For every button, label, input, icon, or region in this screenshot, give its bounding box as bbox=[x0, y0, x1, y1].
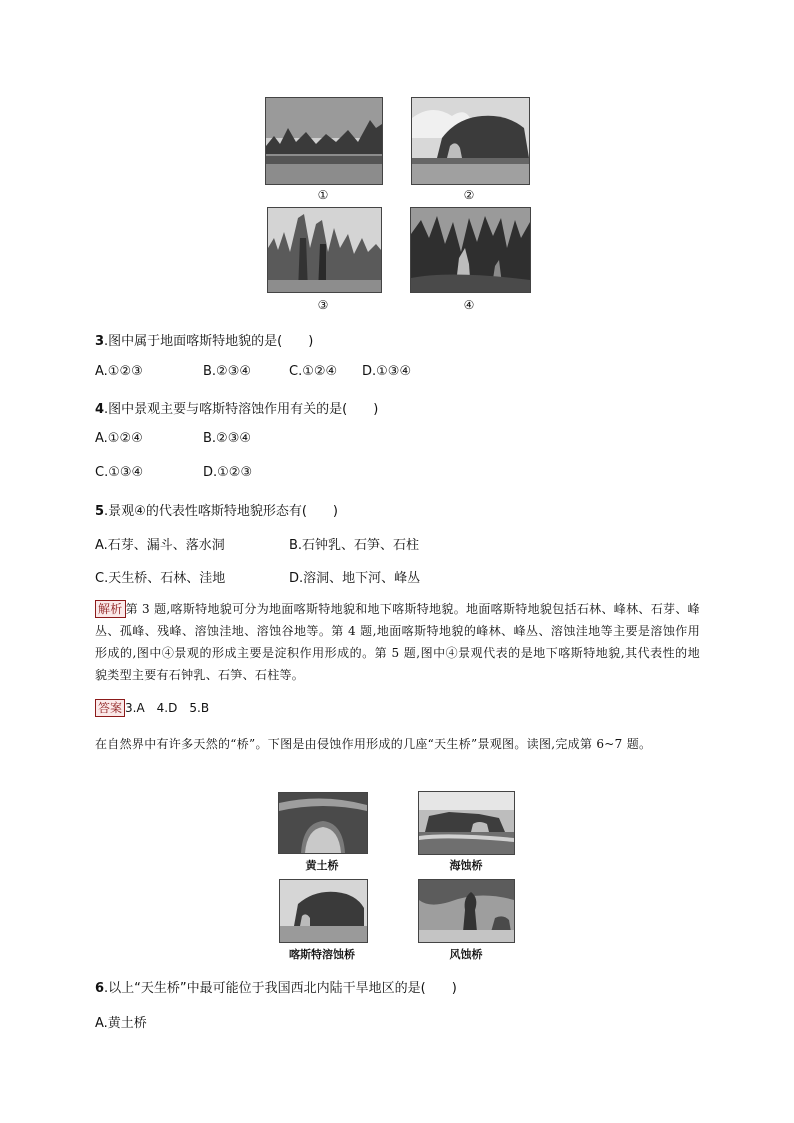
question-3-stem: .图中属于地面喀斯特地貌的是( ) bbox=[104, 334, 314, 349]
answer-label: 答案 bbox=[95, 699, 125, 717]
question-3-option-a[interactable]: A.①②③ bbox=[95, 364, 143, 379]
question-4-option-a[interactable]: A.①②④ bbox=[95, 431, 143, 446]
question-4-option-b[interactable]: B.②③④ bbox=[203, 431, 252, 446]
question-4-option-d[interactable]: D.①②③ bbox=[203, 465, 253, 480]
figure2-caption-karst: 喀斯特溶蚀桥 bbox=[289, 948, 355, 961]
figure1-caption-1: ① bbox=[317, 188, 329, 202]
photo-elephant-trunk-hill bbox=[411, 97, 530, 185]
photo-sea-arch bbox=[418, 791, 515, 855]
question-5-number: 5 bbox=[95, 504, 105, 519]
question-3-option-c[interactable]: C.①②④ bbox=[289, 364, 338, 379]
question-6 bbox=[95, 977, 457, 996]
figure1-caption-3: ③ bbox=[317, 298, 329, 312]
analysis-text: 第 3 题,喀斯特地貌可分为地面喀斯特地貌和地下喀斯特地貌。地面喀斯特地貌包括石林、峰林、石芽、峰丛、孤峰、残峰、溶蚀洼地、溶蚀谷地等。第 4 题,地面喀斯特地貌的峰林、峰丛、溶蚀洼地等主要是溶蚀作用形成的,图中④景观的形成主要是淀积作用形成的。第 5 题,图中④景观代表的是地下喀斯特地貌,其代表性的地貌类型主要有石钟乳、石笋、石柱等。 bbox=[95, 602, 700, 682]
question-4-stem: .图中景观主要与喀斯特溶蚀作用有关的是( ) bbox=[104, 402, 379, 417]
analysis-label: 解析 bbox=[95, 600, 126, 618]
question-3-option-d[interactable]: D.①③④ bbox=[362, 364, 412, 379]
photo-cave-stalactites bbox=[410, 207, 531, 293]
question-5-option-a[interactable]: A.石芽、漏斗、落水洞 bbox=[95, 538, 225, 553]
figure1-caption-4: ④ bbox=[463, 298, 475, 312]
question-5-option-b[interactable]: B.石钟乳、石笋、石柱 bbox=[289, 538, 420, 553]
figure2-caption-wind: 风蚀桥 bbox=[449, 948, 483, 961]
question-4-option-c[interactable]: C.①③④ bbox=[95, 465, 144, 480]
figure2-caption-loess: 黄土桥 bbox=[305, 859, 339, 872]
question-5 bbox=[95, 500, 338, 519]
figure2-caption-sea: 海蚀桥 bbox=[449, 859, 483, 872]
question-5-option-d[interactable]: D.溶洞、地下河、峰丛 bbox=[289, 571, 421, 586]
figure1-caption-2: ② bbox=[463, 188, 475, 202]
question-4 bbox=[95, 398, 378, 417]
photo-karst-peaks-river bbox=[265, 97, 383, 185]
question-3-number: 3 bbox=[95, 334, 105, 349]
question-6-option-a[interactable]: A.黄土桥 bbox=[95, 1016, 147, 1031]
answer-text: 3.A 4.D 5.B bbox=[125, 701, 210, 715]
question-5-option-c[interactable]: C.天生桥、石林、洼地 bbox=[95, 571, 226, 586]
intro-paragraph: 在自然界中有许多天然的“桥”。下图是由侵蚀作用形成的几座“天生桥”景观图。读图,完成第 6~7 题。 bbox=[95, 737, 652, 751]
photo-loess-bridge bbox=[278, 792, 368, 854]
question-6-number: 6 bbox=[95, 981, 105, 996]
answer-block bbox=[95, 699, 209, 717]
question-3 bbox=[95, 330, 313, 349]
question-5-stem: .景观④的代表性喀斯特地貌形态有( ) bbox=[104, 504, 338, 519]
analysis-block bbox=[95, 598, 700, 686]
question-6-stem: .以上“天生桥”中最可能位于我国西北内陆干旱地区的是( ) bbox=[104, 981, 457, 996]
question-4-number: 4 bbox=[95, 402, 105, 417]
question-3-option-b[interactable]: B.②③④ bbox=[203, 364, 252, 379]
photo-stone-forest bbox=[267, 207, 382, 293]
photo-karst-bridge bbox=[279, 879, 368, 943]
photo-wind-erosion-bridge bbox=[418, 879, 515, 943]
